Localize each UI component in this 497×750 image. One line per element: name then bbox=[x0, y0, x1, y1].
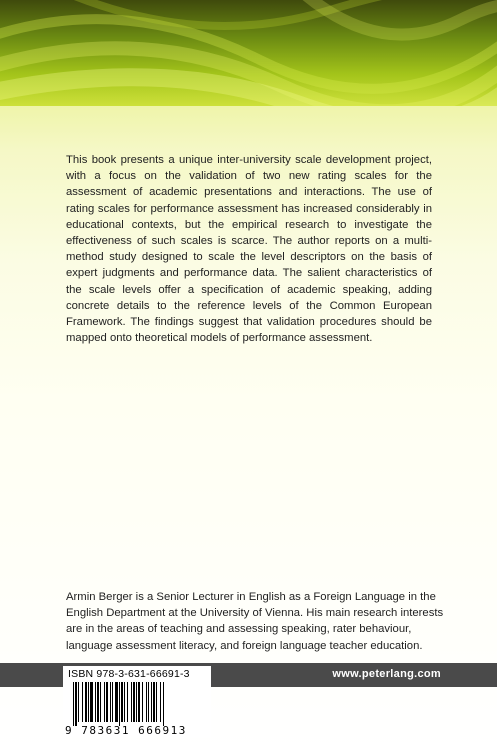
barcode-bar bbox=[110, 682, 111, 722]
barcode-bar bbox=[133, 682, 135, 722]
barcode-bar bbox=[106, 682, 108, 722]
author-bio: Armin Berger is a Senior Lecturer in English as a Foreign Language in the English Department at the University of Vienna. His main research interests are in the areas of teaching and assessing speaking, rater behaviour, language assessment literacy, and foreign language teacher education. bbox=[66, 591, 444, 652]
barcode-bar bbox=[78, 682, 79, 722]
barcode-bar bbox=[88, 682, 89, 722]
barcode-bar bbox=[131, 682, 132, 722]
barcode-bar bbox=[119, 682, 120, 726]
barcode-bar bbox=[95, 682, 96, 722]
barcode-bar bbox=[148, 682, 149, 722]
barcode-bar bbox=[73, 682, 74, 726]
barcode-bar bbox=[75, 682, 77, 726]
barcode-bar bbox=[85, 682, 87, 722]
barcode-bar bbox=[100, 682, 101, 722]
barcode-bar bbox=[160, 682, 161, 722]
publisher-website[interactable]: www.peterlang.com bbox=[332, 668, 441, 680]
barcode-bar bbox=[127, 682, 128, 722]
isbn-label: ISBN 978-3-631-66691-3 bbox=[68, 668, 190, 680]
decorative-banner bbox=[0, 0, 497, 106]
barcode-bar bbox=[82, 682, 83, 722]
barcode-bar bbox=[136, 682, 137, 722]
barcode-bar bbox=[146, 682, 147, 722]
barcode-bar bbox=[124, 682, 125, 722]
barcode-bar bbox=[115, 682, 118, 722]
barcode-bar bbox=[90, 682, 93, 722]
barcode-bar bbox=[112, 682, 113, 722]
barcode-bar bbox=[138, 682, 140, 722]
banner-swirl-graphic bbox=[0, 0, 497, 106]
barcode-bar bbox=[151, 682, 152, 722]
barcode-bar bbox=[163, 682, 164, 726]
barcode-bar bbox=[153, 682, 155, 722]
book-description: This book presents a unique inter-university scale development project, with a focus on the validation of two new rating scales for the assessment of academic presentations and interactions. The use of rating scales for performance assessment has increased considerably in educational contexts, but the empirical research to investigate the effectiveness of such scales is scarce. The author reports on a multi-method study designed to scale the level descriptors on the basis of expert judgments and performance data. The salient characteristics of the scale levels offer a specification of academic speaking, adding concrete details to the reference levels of the Common European Framework. The findings suggest that validation procedures should be mapped onto theoretical models of performance assessment. bbox=[66, 154, 432, 345]
barcode-box bbox=[63, 666, 211, 738]
barcode-bar bbox=[97, 682, 99, 722]
barcode-bar bbox=[121, 682, 123, 722]
ean-digits: 9 783631 666913 bbox=[65, 724, 187, 737]
barcode-bar bbox=[156, 682, 157, 722]
barcode-bar bbox=[142, 682, 143, 722]
barcode-bar bbox=[104, 682, 105, 722]
